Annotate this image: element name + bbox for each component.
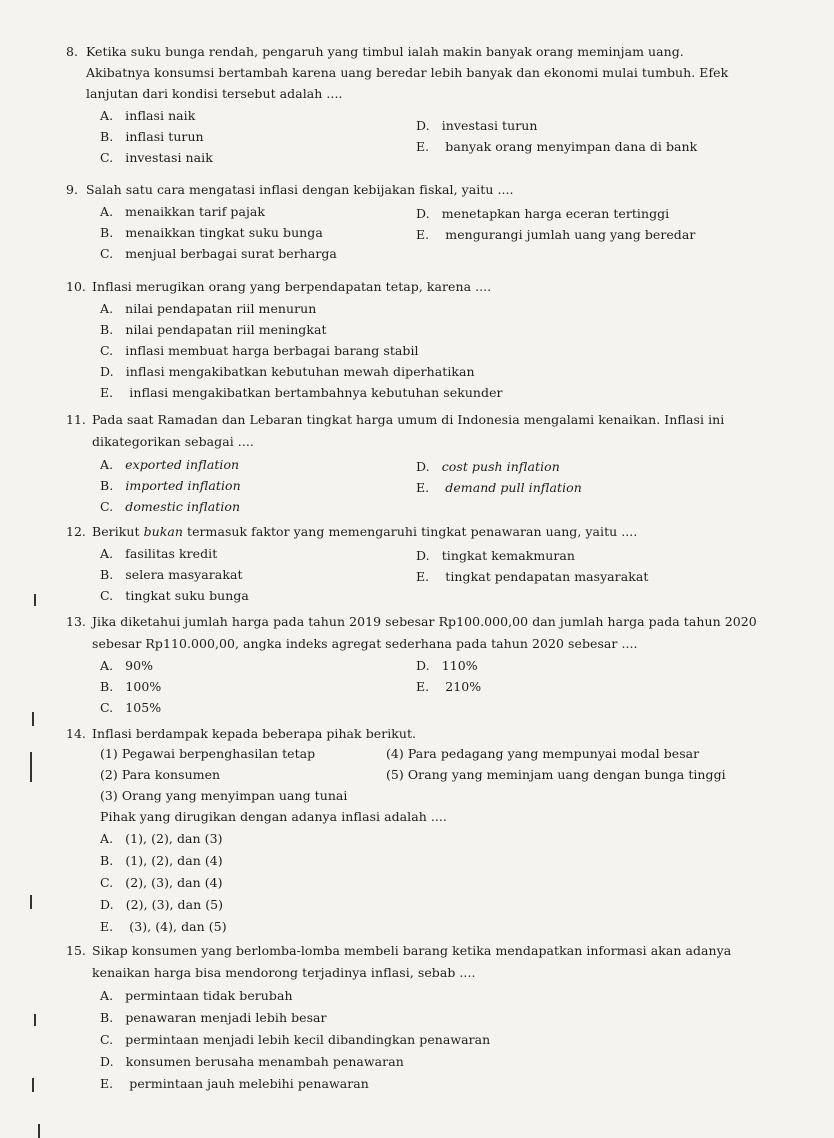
question-stem: Jika diketahui jumlah harga pada tahun 2019 sebesar Rp100.000,00 dan jumlah harga pada tahun 2020 bbox=[92, 614, 757, 629]
option-a[interactable]: A. permintaan tidak berubah bbox=[100, 988, 293, 1003]
option-a[interactable]: A. fasilitas kredit bbox=[100, 546, 218, 561]
option-b[interactable]: B. nilai pendapatan riil meningkat bbox=[100, 322, 327, 337]
option-e[interactable]: E. (3), (4), dan (5) bbox=[100, 919, 227, 934]
option-d[interactable]: D. investasi turun bbox=[416, 118, 538, 133]
option-c[interactable]: C. inflasi membuat harga berbagai barang stabil bbox=[100, 343, 419, 358]
question-stem: Inflasi berdampak kepada beberapa pihak berikut. bbox=[92, 726, 417, 741]
list-item: (2) Para konsumen bbox=[100, 767, 221, 782]
question-stem: Inflasi merugikan orang yang berpendapatan tetap, karena .... bbox=[92, 279, 492, 294]
question-number: 14. bbox=[66, 726, 86, 741]
margin-mark bbox=[30, 752, 32, 782]
option-e[interactable]: E. demand pull inflation bbox=[416, 480, 582, 495]
option-b[interactable]: B. penawaran menjadi lebih besar bbox=[100, 1010, 327, 1025]
question-number: 13. bbox=[66, 614, 86, 629]
list-item: (3) Orang yang menyimpan uang tunai bbox=[100, 788, 348, 803]
question-number: 12. bbox=[66, 524, 86, 539]
option-d[interactable]: D. (2), (3), dan (5) bbox=[100, 897, 224, 912]
option-a[interactable]: A. inflasi naik bbox=[100, 108, 196, 123]
question-stem: Salah satu cara mengatasi inflasi dengan kebijakan fiskal, yaitu .... bbox=[86, 182, 514, 197]
option-b[interactable]: B. selera masyarakat bbox=[100, 567, 243, 582]
option-d[interactable]: D. inflasi mengakibatkan kebutuhan mewah diperhatikan bbox=[100, 364, 475, 379]
option-b[interactable]: B. imported inflation bbox=[100, 478, 241, 493]
option-a[interactable]: A. menaikkan tarif pajak bbox=[100, 204, 266, 219]
option-e[interactable]: E. tingkat pendapatan masyarakat bbox=[416, 569, 649, 584]
question-stem: sebesar Rp110.000,00, angka indeks agregat sederhana pada tahun 2020 sebesar .... bbox=[92, 636, 638, 651]
option-c[interactable]: C. investasi naik bbox=[100, 150, 213, 165]
option-b[interactable]: B. (1), (2), dan (4) bbox=[100, 853, 223, 868]
option-c[interactable]: C. (2), (3), dan (4) bbox=[100, 875, 223, 890]
margin-mark bbox=[34, 1014, 36, 1026]
option-b[interactable]: B. menaikkan tingkat suku bunga bbox=[100, 225, 323, 240]
option-a[interactable]: A. 90% bbox=[100, 658, 154, 673]
question-stem: Pihak yang dirugikan dengan adanya inflasi adalah .... bbox=[100, 809, 447, 824]
option-a[interactable]: A. exported inflation bbox=[100, 457, 240, 472]
question-number: 8. bbox=[66, 44, 78, 59]
margin-mark bbox=[32, 712, 34, 726]
option-c[interactable]: C. permintaan menjadi lebih kecil dibandingkan penawaran bbox=[100, 1032, 491, 1047]
option-d[interactable]: D. konsumen berusaha menambah penawaran bbox=[100, 1054, 404, 1069]
question-number: 15. bbox=[66, 943, 86, 958]
question-stem: Pada saat Ramadan dan Lebaran tingkat harga umum di Indonesia mengalami kenaikan. Inflasi ini bbox=[92, 412, 725, 427]
list-item: (4) Para pedagang yang mempunyai modal besar bbox=[386, 746, 700, 761]
margin-mark bbox=[32, 1078, 34, 1092]
option-d[interactable]: D. menetapkan harga eceran tertinggi bbox=[416, 206, 670, 221]
question-stem: Sikap konsumen yang berlomba-lomba membeli barang ketika mendapatkan informasi akan adanya bbox=[92, 943, 732, 958]
question-number: 9. bbox=[66, 182, 78, 197]
option-a[interactable]: A. nilai pendapatan riil menurun bbox=[100, 301, 317, 316]
option-c[interactable]: C. tingkat suku bunga bbox=[100, 588, 249, 603]
option-e[interactable]: E. 210% bbox=[416, 679, 482, 694]
margin-mark bbox=[38, 1124, 40, 1138]
option-e[interactable]: E. permintaan jauh melebihi penawaran bbox=[100, 1076, 369, 1091]
option-c[interactable]: C. 105% bbox=[100, 700, 162, 715]
question-number: 10. bbox=[66, 279, 86, 294]
question-stem: Ketika suku bunga rendah, pengaruh yang timbul ialah makin banyak orang meminjam uang. bbox=[86, 44, 684, 59]
option-b[interactable]: B. inflasi turun bbox=[100, 129, 204, 144]
margin-mark bbox=[30, 895, 32, 909]
option-d[interactable]: D. tingkat kemakmuran bbox=[416, 548, 575, 563]
option-e[interactable]: E. banyak orang menyimpan dana di bank bbox=[416, 139, 698, 154]
question-stem: lanjutan dari kondisi tersebut adalah .... bbox=[86, 86, 343, 101]
option-c[interactable]: C. domestic inflation bbox=[100, 499, 241, 514]
question-stem: Akibatnya konsumsi bertambah karena uang beredar lebih banyak dan ekonomi mulai tumbuh. Efek bbox=[86, 65, 729, 80]
question-stem: dikategorikan sebagai .... bbox=[92, 434, 254, 449]
option-b[interactable]: B. 100% bbox=[100, 679, 162, 694]
option-e[interactable]: E. inflasi mengakibatkan bertambahnya kebutuhan sekunder bbox=[100, 385, 503, 400]
option-a[interactable]: A. (1), (2), dan (3) bbox=[100, 831, 223, 846]
option-d[interactable]: D. 110% bbox=[416, 658, 478, 673]
option-e[interactable]: E. mengurangi jumlah uang yang beredar bbox=[416, 227, 696, 242]
option-c[interactable]: C. menjual berbagai surat berharga bbox=[100, 246, 337, 261]
list-item: (5) Orang yang meminjam uang dengan bunga tinggi bbox=[386, 767, 726, 782]
question-number: 11. bbox=[66, 412, 86, 427]
margin-mark bbox=[34, 594, 36, 606]
question-stem: kenaikan harga bisa mendorong terjadinya inflasi, sebab .... bbox=[92, 965, 476, 980]
option-d[interactable]: D. cost push inflation bbox=[416, 459, 560, 474]
list-item: (1) Pegawai berpenghasilan tetap bbox=[100, 746, 316, 761]
question-stem: Berikut bukan termasuk faktor yang memengaruhi tingkat penawaran uang, yaitu .... bbox=[92, 524, 638, 539]
